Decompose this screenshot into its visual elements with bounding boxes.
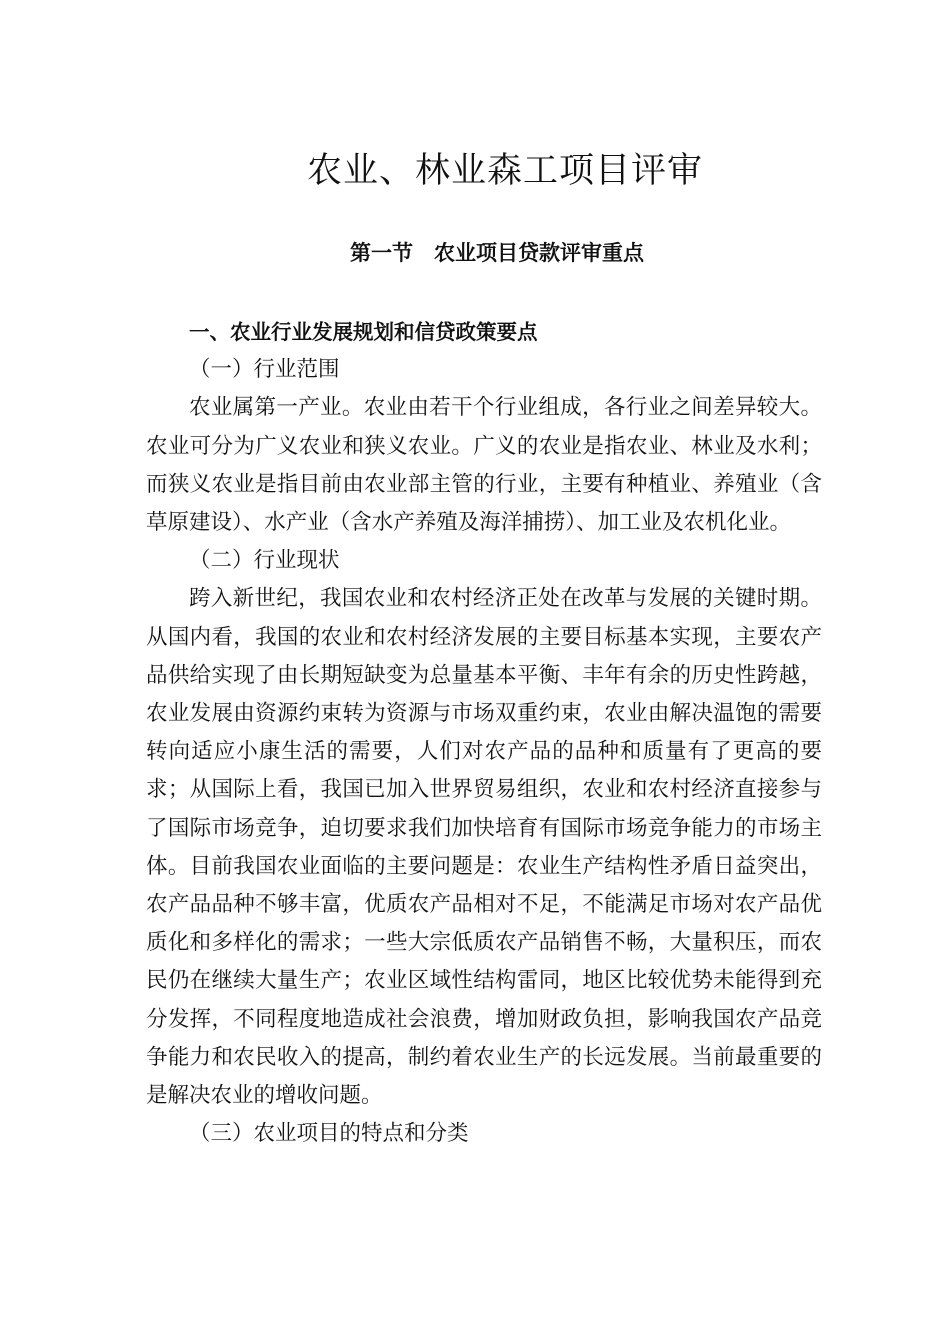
section-heading: 第一节 农业项目贷款评审重点 (350, 241, 644, 265)
paragraph-industry-status: 跨入新世纪，我国农业和农村经济正处在改革与发展的关键时期。从国内看，我国的农业和农村经济发展的主要目标基本实现，主要农产品供给实现了由长期短缺变为总量基本平衡、丰年有余的历史性跨越，农业发展由资源约束转为资源与市场双重约束，农业由解决温饱的需要转向适应小康生活的需要，人们对农产品的品种和质量有了更高的要求；从国际上看，我国已加入世界贸易组织，农业和农村经济直接参与了国际市场竞争，迫切要求我们加快培育有国际市场竞争能力的市场主体。目前我国农业面临的主要问题是：农业生产结构性矛盾日益突出，农产品品种不够丰富，优质农产品相对不足，不能满足市场对农产品优质化和多样化的需求；一些大宗低质农产品销售不畅，大量积压，而农民仍在继续大量生产；农业区域性结构雷同，地区比较优势未能得到充分发挥，不同程度地造成社会浪费，增加财政负担，影响我国农产品竞争能力和农民收入的提高，制约着农业生产的长远发展。当前最重要的是解决农业的增收问题。 (146, 586, 822, 1109)
subheading-industry-scope: （一）行业范围 (189, 357, 340, 383)
subheading-industry-status: （二）行业现状 (189, 548, 340, 574)
subheading-project-features: （三）农业项目的特点和分类 (189, 1121, 469, 1147)
document-title: 农业、林业森工项目评审 (306, 151, 703, 191)
heading-industry-planning: 一、农业行业发展规划和信贷政策要点 (189, 320, 538, 344)
document-body (146, 313, 822, 1153)
paragraph-industry-scope: 农业属第一产业。农业由若干个行业组成，各行业之间差异较大。农业可分为广义农业和狭义农业。广义的农业是指农业、林业及水利；而狭义农业是指目前由农业部主管的行业，主要有种植业、养殖业（含草原建设）、水产业（含水产养殖及海洋捕捞）、加工业及农机化业。 (146, 395, 822, 536)
